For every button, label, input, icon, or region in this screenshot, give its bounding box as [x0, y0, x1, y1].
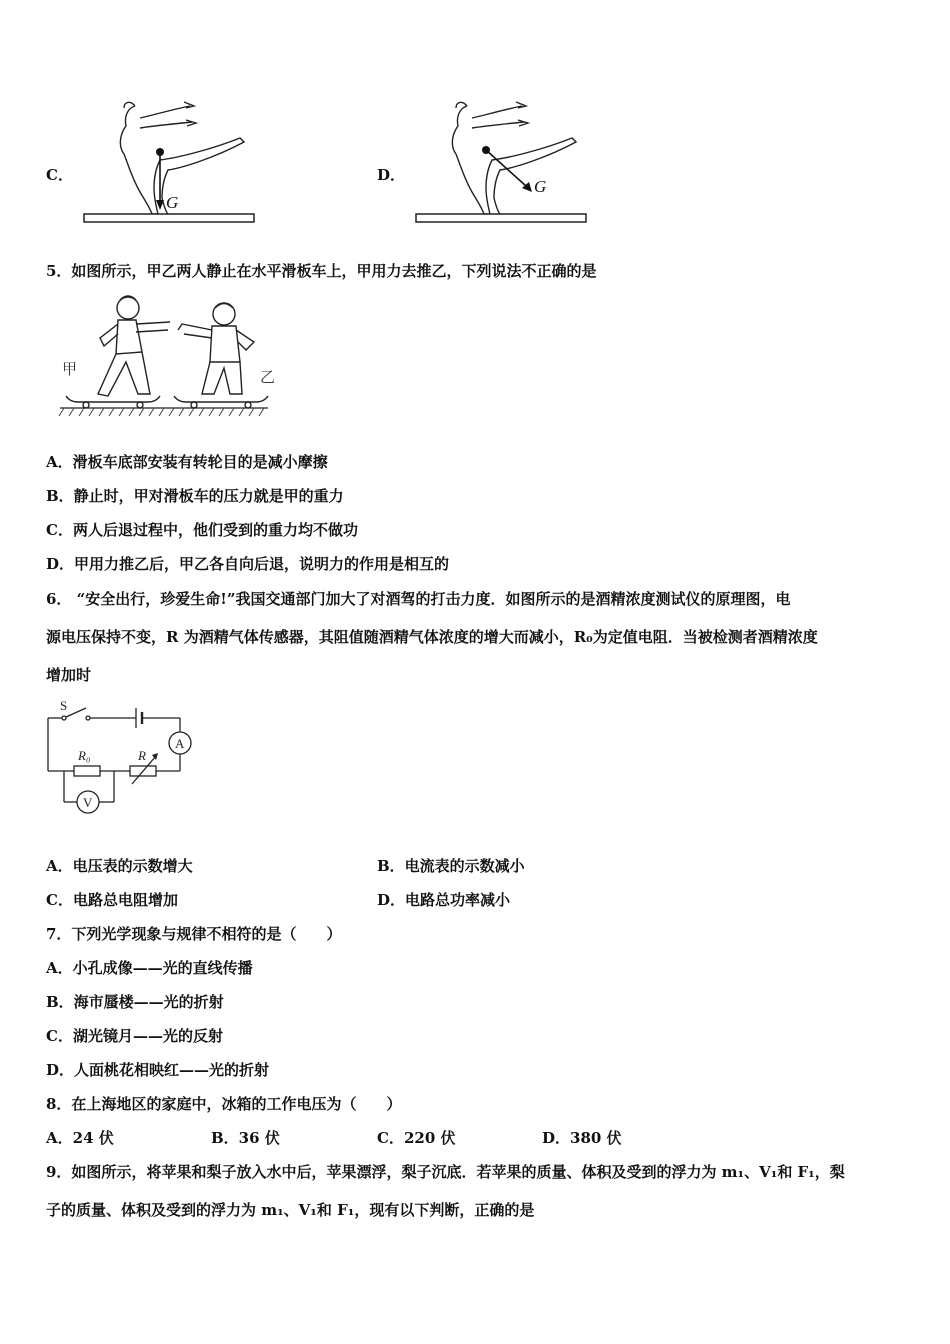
q4-option-d-label: D．: [377, 166, 406, 184]
q5-label-jia: 甲: [62, 362, 78, 378]
q5-option-a: A．滑板车底部安装有转轮目的是减小摩擦: [46, 453, 328, 471]
q6-option-c: C．电路总电阻增加: [46, 891, 178, 909]
q6-ammeter-label: A: [175, 736, 185, 751]
q6-option-a: A．电压表的示数增大: [46, 857, 193, 875]
q8-option-c: C．220 伏: [377, 1129, 456, 1147]
q6-voltmeter-label: V: [83, 795, 93, 810]
q6-option-b: B．电流表的示数减小: [377, 857, 525, 875]
q5-stem: 5．如图所示，甲乙两人静止在水平滑板车上，甲用力去推乙，下列说法不正确的是: [46, 262, 597, 280]
q7-option-b: B．海市蜃楼——光的折射: [46, 993, 224, 1011]
q8-stem: 8．在上海地区的家庭中，冰箱的工作电压为（ ）: [46, 1095, 402, 1113]
q9-stem-line2: 子的质量、体积及受到的浮力为 m₁、V₁和 F₁，现有以下判断，正确的是: [46, 1201, 535, 1219]
q4-figure-d: [412, 98, 592, 226]
q4-option-c-label: C．: [46, 166, 73, 184]
q8-option-d: D．380 伏: [542, 1129, 622, 1147]
q6-switch-label: S: [60, 698, 68, 713]
q5-option-b: B．静止时，甲对滑板车的压力就是甲的重力: [46, 487, 344, 505]
q6-r-label: R: [138, 748, 146, 763]
q5-label-yi: 乙: [260, 370, 276, 386]
q6-stem-line1: 6． “安全出行，珍爱生命!”我国交通部门加大了对酒驾的打击力度．如图所示的是酒精浓度测试仪的原理图，电: [46, 590, 791, 608]
q6-stem-line3: 增加时: [46, 666, 92, 684]
q5-option-d: D．甲用力推乙后，甲乙各自向后退，说明力的作用是相互的: [46, 555, 450, 573]
q7-option-a: A．小孔成像——光的直线传播: [46, 959, 253, 977]
q4-figure-d-force-label: G: [534, 177, 547, 196]
q5-skateboard-figure: [58, 290, 280, 422]
q4-figure-c: [80, 98, 260, 226]
q6-option-d: D．电路总功率减小: [377, 891, 511, 909]
q9-stem-line1: 9．如图所示，将苹果和梨子放入水中后，苹果漂浮，梨子沉底．若苹果的质量、体积及受到的浮力为 m₁、V₁和 F₁，梨: [46, 1163, 845, 1181]
q7-option-d: D．人面桃花相映红——光的折射: [46, 1061, 270, 1079]
q5-option-c: C．两人后退过程中，他们受到的重力均不做功: [46, 521, 358, 539]
q6-stem-line2: 源电压保持不变，R 为酒精气体传感器，其阻值随酒精气体浓度的增大而减小，R₀为定值电阻．当被检测者酒精浓度: [46, 628, 818, 646]
q8-option-a: A．24 伏: [46, 1129, 114, 1147]
q7-option-c: C．湖光镜月——光的反射: [46, 1027, 223, 1045]
q8-option-b: B．36 伏: [211, 1129, 280, 1147]
q6-r0-label: R₀: [78, 748, 91, 763]
q7-stem: 7．下列光学现象与规律不相符的是（ ）: [46, 925, 342, 943]
q6-circuit-diagram: [40, 696, 208, 824]
q4-figure-c-force-label: G: [166, 193, 179, 212]
